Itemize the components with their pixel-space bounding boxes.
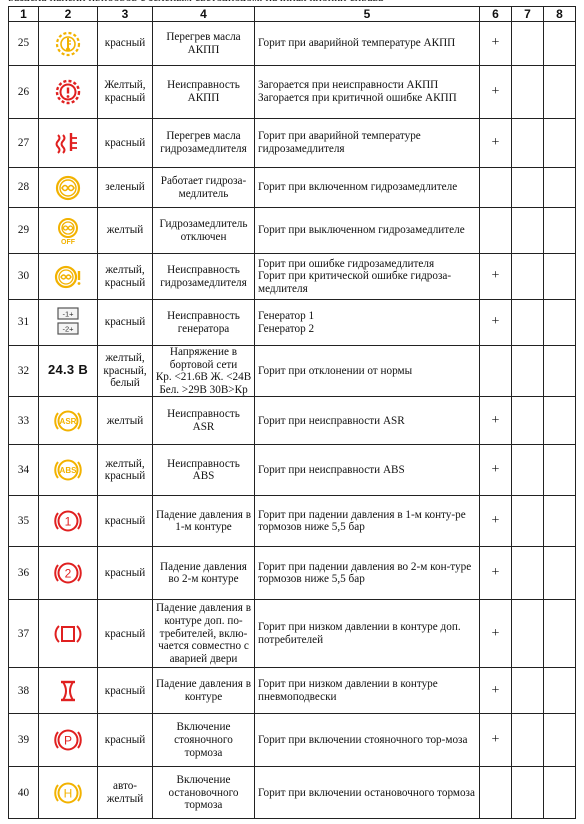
parking-brake-icon: [41, 726, 95, 754]
column-6-mark: +: [480, 668, 512, 714]
indicator-description: Горит при низком давлении в контуре пневмоподвески: [255, 668, 480, 714]
indicator-name: Работает гидроза-медлитель: [153, 168, 255, 208]
table-row: [9, 66, 576, 119]
column-6-mark: +: [480, 254, 512, 300]
indicator-name: Перегрев масла гидрозамедлителя: [153, 119, 255, 168]
column-8-cell: [544, 547, 576, 600]
column-7-cell: [512, 254, 544, 300]
indicator-table: [8, 6, 576, 819]
column-7-cell: [512, 397, 544, 445]
table-row: [9, 208, 576, 254]
row-icon-cell: [39, 119, 98, 168]
indicator-name: Неисправность генератора: [153, 300, 255, 346]
row-icon-cell: [39, 208, 98, 254]
indicator-name: Гидрозамедлитель отключен: [153, 208, 255, 254]
stop-brake-icon: [41, 779, 95, 807]
indicator-color: авто-желтый: [98, 767, 153, 819]
column-7-cell: [512, 445, 544, 496]
indicator-color: желтый, красный: [98, 254, 153, 300]
abs-icon: [41, 456, 95, 484]
column-header: 3: [98, 7, 153, 22]
indicator-name: Включение остановочного тормоза: [153, 767, 255, 819]
column-6-mark: +: [480, 119, 512, 168]
column-8-cell: [544, 600, 576, 668]
table-row: [9, 346, 576, 397]
indicator-color: красный: [98, 714, 153, 767]
row-icon-cell: [39, 445, 98, 496]
table-row: [9, 119, 576, 168]
table-row: [9, 254, 576, 300]
column-7-cell: [512, 22, 544, 66]
indicator-color: красный: [98, 547, 153, 600]
column-8-cell: [544, 254, 576, 300]
row-icon-cell: [39, 300, 98, 346]
row-number: 29: [9, 208, 39, 254]
table-row: [9, 767, 576, 819]
page-top-cut-text: [8, 0, 578, 1]
row-number: 31: [9, 300, 39, 346]
row-icon-cell: [39, 346, 98, 397]
indicator-color: желтый: [98, 208, 153, 254]
row-icon-cell: [39, 66, 98, 119]
table-row: [9, 714, 576, 767]
table-row: [9, 547, 576, 600]
column-7-cell: [512, 300, 544, 346]
indicator-name: Напряжение в бортовой сети Кр. <21.6В Ж. <24В Бел. >29В 30В>Кр: [153, 346, 255, 397]
column-8-cell: [544, 668, 576, 714]
column-7-cell: [512, 547, 544, 600]
air-suspension-pressure-icon: [41, 677, 95, 705]
indicator-description: Горит при включении остановочного тормоза: [255, 767, 480, 819]
icon-text: H: [63, 786, 73, 801]
table-row: [9, 168, 576, 208]
indicator-name: Включение стояночного тормоза: [153, 714, 255, 767]
icon-text: 1: [64, 514, 72, 529]
column-6-mark: +: [480, 600, 512, 668]
indicator-name: Падение давления в контуре доп. по-требителей, вклю-чается совместно с аварией двери: [153, 600, 255, 668]
row-number: 39: [9, 714, 39, 767]
column-8-cell: [544, 168, 576, 208]
brake-circuit-1-icon: [41, 507, 95, 535]
column-header: 7: [512, 7, 544, 22]
column-7-cell: [512, 767, 544, 819]
indicator-description: Горит при ошибке гидрозамедлителя Горит при критической ошибке гидроза-медлителя: [255, 254, 480, 300]
retarder-off-icon: [41, 217, 95, 245]
column-7-cell: [512, 714, 544, 767]
table-row: [9, 600, 576, 668]
indicator-description: Горит при низком давлении в контуре доп. потребителей: [255, 600, 480, 668]
row-number: 28: [9, 168, 39, 208]
column-header: 5: [255, 7, 480, 22]
indicator-color: красный: [98, 600, 153, 668]
indicator-color: красный: [98, 119, 153, 168]
indicator-description: Горит при аварийной температуре АКПП: [255, 22, 480, 66]
retarder-fault-icon: [41, 263, 95, 291]
row-number: 40: [9, 767, 39, 819]
column-7-cell: [512, 496, 544, 547]
transmission-fault-icon: [41, 78, 95, 106]
table-row: [9, 22, 576, 66]
column-6-mark: [480, 168, 512, 208]
indicator-color: желтый: [98, 397, 153, 445]
row-number: 32: [9, 346, 39, 397]
column-6-mark: [480, 767, 512, 819]
asr-icon: [41, 407, 95, 435]
row-icon-cell: [39, 254, 98, 300]
icon-text: 2: [64, 566, 72, 581]
svg-text:OFF: OFF: [61, 238, 75, 245]
indicator-color: красный: [98, 22, 153, 66]
column-8-cell: [544, 346, 576, 397]
row-icon-cell: [39, 496, 98, 547]
row-icon-cell: [39, 547, 98, 600]
indicator-name: Неисправность гидрозамедлителя: [153, 254, 255, 300]
column-8-cell: [544, 496, 576, 547]
column-7-cell: [512, 66, 544, 119]
row-number: 33: [9, 397, 39, 445]
column-6-mark: +: [480, 547, 512, 600]
indicator-color: красный: [98, 668, 153, 714]
table-row: [9, 300, 576, 346]
indicator-color: желтый, красный: [98, 445, 153, 496]
column-7-cell: [512, 600, 544, 668]
column-7-cell: [512, 168, 544, 208]
column-8-cell: [544, 445, 576, 496]
column-7-cell: [512, 208, 544, 254]
row-number: 27: [9, 119, 39, 168]
indicator-description: Горит при включении стояночного тор-моза: [255, 714, 480, 767]
column-6-mark: +: [480, 397, 512, 445]
column-6-mark: [480, 346, 512, 397]
row-number: 37: [9, 600, 39, 668]
row-icon-cell: [39, 397, 98, 445]
indicator-description: Горит при включенном гидрозамедлителе: [255, 168, 480, 208]
retarder-on-icon: [41, 174, 95, 202]
row-icon-cell: [39, 714, 98, 767]
indicator-color: Желтый, красный: [98, 66, 153, 119]
column-8-cell: [544, 714, 576, 767]
row-number: 36: [9, 547, 39, 600]
row-number: 25: [9, 22, 39, 66]
row-icon-cell: [39, 767, 98, 819]
column-8-cell: [544, 208, 576, 254]
column-8-cell: [544, 119, 576, 168]
column-8-cell: [544, 767, 576, 819]
row-icon-cell: [39, 22, 98, 66]
column-7-cell: [512, 119, 544, 168]
indicator-description: Горит при падении давления в 1-м конту-ре тормозов ниже 5,5 бар: [255, 496, 480, 547]
indicator-description: Генератор 1 Генератор 2: [255, 300, 480, 346]
row-number: 38: [9, 668, 39, 714]
transmission-temperature-icon: [41, 30, 95, 58]
indicator-color: красный: [98, 496, 153, 547]
indicator-color: красный: [98, 300, 153, 346]
indicator-name: Падение давления в контуре: [153, 668, 255, 714]
indicator-name: Падение давления в 1-м контуре: [153, 496, 255, 547]
row-number: 26: [9, 66, 39, 119]
indicator-description: Горит при неисправности ABS: [255, 445, 480, 496]
column-6-mark: [480, 208, 512, 254]
table-row: [9, 445, 576, 496]
generator-icon: [57, 306, 79, 340]
row-icon-cell: [39, 600, 98, 668]
icon-text: ABS: [59, 466, 77, 476]
column-header: 6: [480, 7, 512, 22]
retarder-overheat-icon: [41, 129, 95, 157]
column-6-mark: +: [480, 66, 512, 119]
auxiliary-pressure-icon: [41, 620, 95, 648]
column-6-mark: +: [480, 714, 512, 767]
column-header: 2: [39, 7, 98, 22]
row-number: 35: [9, 496, 39, 547]
column-header: 8: [544, 7, 576, 22]
row-number: 34: [9, 445, 39, 496]
column-8-cell: [544, 397, 576, 445]
column-8-cell: [544, 22, 576, 66]
indicator-color: зеленый: [98, 168, 153, 208]
icon-text: ASR: [59, 416, 77, 426]
indicator-name: Неисправность ASR: [153, 397, 255, 445]
indicator-name: Неисправность АКПП: [153, 66, 255, 119]
column-header: 4: [153, 7, 255, 22]
indicator-description: Горит при отклонении от нормы: [255, 346, 480, 397]
table-row: [9, 668, 576, 714]
indicator-description: Горит при выключенном гидрозамедлителе: [255, 208, 480, 254]
column-6-mark: +: [480, 445, 512, 496]
column-7-cell: [512, 668, 544, 714]
column-6-mark: +: [480, 22, 512, 66]
indicator-description: Горит при аварийной температуре гидрозамедлителя: [255, 119, 480, 168]
column-6-mark: +: [480, 496, 512, 547]
column-8-cell: [544, 300, 576, 346]
table-header-row: [9, 7, 576, 22]
icon-text: -2+: [62, 324, 74, 334]
column-header: 1: [9, 7, 39, 22]
column-8-cell: [544, 66, 576, 119]
row-icon-cell: [39, 168, 98, 208]
voltage-display: 24.3 В: [47, 362, 89, 378]
table-row: [9, 496, 576, 547]
icon-text: P: [63, 733, 73, 748]
indicator-color: желтый, красный, белый: [98, 346, 153, 397]
icon-text: -1+: [62, 309, 74, 319]
column-7-cell: [512, 346, 544, 397]
indicator-name: Неисправность ABS: [153, 445, 255, 496]
row-number: 30: [9, 254, 39, 300]
indicator-description: Загорается при неисправности АКПП Загорается при критичной ошибке АКПП: [255, 66, 480, 119]
brake-circuit-2-icon: [41, 559, 95, 587]
indicator-description: Горит при падении давления во 2-м кон-туре тормозов ниже 5,5 бар: [255, 547, 480, 600]
indicator-name: Падение давления во 2-м контуре: [153, 547, 255, 600]
row-icon-cell: [39, 668, 98, 714]
table-row: [9, 397, 576, 445]
indicator-name: Перегрев масла АКПП: [153, 22, 255, 66]
indicator-description: Горит при неисправности ASR: [255, 397, 480, 445]
column-6-mark: +: [480, 300, 512, 346]
